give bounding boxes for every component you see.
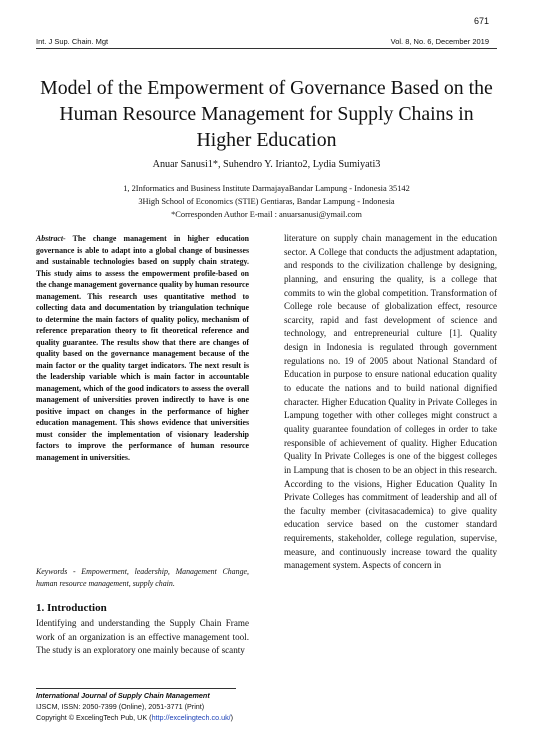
running-header-journal: Int. J Sup. Chain. Mgt (36, 37, 109, 46)
affiliation-2: 3High School of Economics (STIE) Gentiaras, Bandar Lampung - Indonesia (138, 197, 395, 206)
publisher-link[interactable]: http://excelingtech.co.uk/ (151, 713, 231, 722)
author-list: Anuar Sanusi1*, Suhendro Y. Irianto2, Lydia Sumiyati3 (152, 159, 381, 170)
abstract (36, 233, 249, 463)
header-rule (36, 48, 497, 49)
copyright-text: Copyright © ExcelingTech Pub, UK ( (36, 713, 152, 722)
footer-rule (36, 688, 236, 689)
footer-copyright (36, 713, 233, 722)
right-column-body: literature on supply chain management in the education sector. A College that conducts the adjustment adaptation, and responds to the civilization challenge by designing, planning, and ensuring the quality, is a college that commits to win the global competition. Transformation of College role because of globalization effect, resource scarcity, rapid and fast development of science and technology, and entrepreneurial culture [1]. Quality design in Indonesia is regulated through government regulations no. 19 of 2005 about National Standard of Education in purpose to ensure national education quality to educate the nations and to build national dignified character. Higher Education Quality in Private Colleges in Lampung together with other colleges might construct a quality guarantee foundation of colleges in order to take responsible of achievement of quality. Higher Education Quality In Private Colleges is one of the biggest colleges in Lampung that is chosen to be an object in this research. According to the visions, Higher Education Quality In Private Colleges has commitment of leadership and all of the faculty member (civitasacademica) to give quality education service based on the customer standard requirements, stakeholder, college regulation, supervise, measure, and continuously increase toward the quality management system. Aspects of concern in (284, 233, 497, 571)
affiliation-1: 1, 2Informatics and Business Institute DarmajayaBandar Lampung - Indonesia 35142 (123, 184, 410, 193)
keywords: Keywords - Empowerment, leadership, Management Change, human resource management, supply chain. (36, 567, 249, 588)
introduction-paragraph: Identifying and understanding the Supply Chain Frame work of an organization is an effective management tool. The study is an exploratory one mainly because of scanty (36, 618, 249, 656)
abstract-text: The change management in higher education governance is able to adapt into a global change of businesses and sustainable technologies based on supply chain strategy. This study aims to assess the empowerment profile-based on the change management governance quality by human resource management. This research uses quantitative method to collecting data and documentation by triangulation technique to determine the main factors of quality policy, mechanism of reference preparation theory to fit theoretical reference and quality guarantee. The results show that there are changes of quality based on the governance management because of the main factor or the quality target indicators. The next result is the leadership variable which is main factor in accountable management, which of the good indicators to assess the overall management of universities proven indirectly to have is one positive impact on changes in the performance of higher education management. This shows evidence that universities must consider the implementation of visionary leadership factors to improve the performance of human resource management in universities. (36, 234, 250, 462)
footer-issn: IJSCM, ISSN: 2050-7399 (Online), 2051-3771 (Print) (36, 702, 205, 711)
paper-title: Model of the Empowerment of Governance Based on the Human Resource Management for Supply Chains in Higher Education (40, 77, 493, 151)
copyright-close: ) (230, 713, 234, 722)
running-header-volume: Vol. 8, No. 6, December 2019 (390, 37, 489, 46)
page-number: 671 (473, 16, 489, 26)
abstract-lead: Abstract- (36, 234, 66, 243)
corresponding-author: *Corresponden Author E-mail : anuarsanusi@ymail.com (171, 210, 362, 219)
section-heading-introduction: 1. Introduction (36, 602, 107, 614)
footer-journal-name: International Journal of Supply Chain Management (36, 691, 210, 700)
